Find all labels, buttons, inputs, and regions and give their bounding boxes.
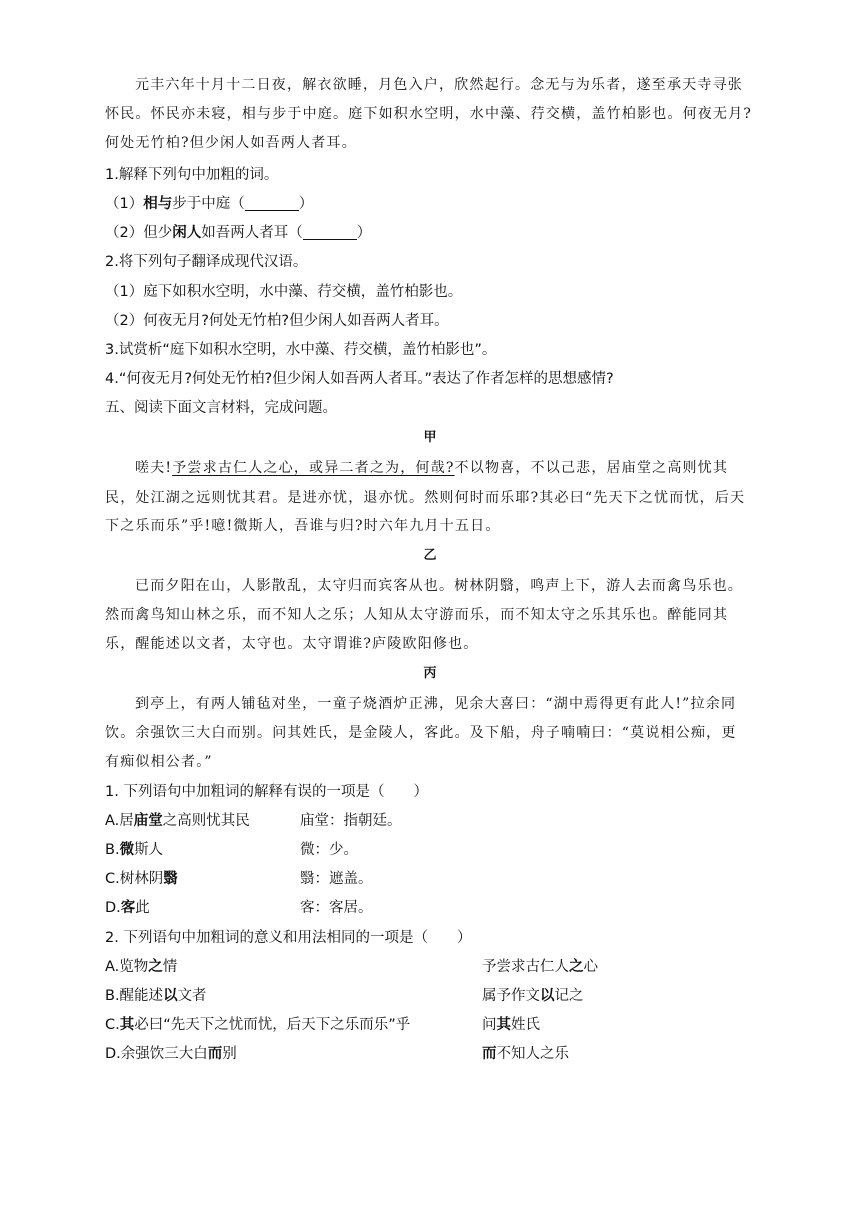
answer-blank[interactable] (245, 196, 299, 211)
option-text: A.览物 (105, 959, 149, 975)
bold-term: 而 (482, 1046, 497, 1062)
passage-line: 怀民。怀民亦未寝，相与步于中庭。庭下如积水空明，水中藻、荇交横，盖竹柏影也。何夜无月? (105, 106, 753, 122)
option-b-compare (482, 986, 584, 1006)
item-prefix: （1） (105, 196, 144, 212)
passage-line: 何处无竹柏?但少闲人如吾两人者耳。 (105, 135, 357, 151)
answer-blank[interactable] (303, 225, 357, 240)
option-d (105, 1044, 237, 1064)
item-text: 如吾两人者耳（ (201, 225, 303, 241)
option-a (105, 957, 177, 977)
option-d (105, 898, 150, 918)
passage-line: 元丰六年十月十二日夜，解衣欲睡，月色入户，欣然起行。念无与为乐者，遂至承天寺寻张 (135, 77, 743, 93)
option-text: 必曰“先天下之忧而忧，后天下之乐而乐”乎 (134, 1017, 411, 1033)
item-close: ） (356, 225, 372, 241)
option-text: 记之 (554, 988, 584, 1004)
bold-term: 而 (207, 1046, 223, 1062)
option-text: C. (105, 1017, 120, 1033)
bold-term: 之 (148, 959, 163, 975)
bold-term: 之 (569, 959, 584, 975)
option-c-compare (482, 1015, 540, 1035)
option-b (105, 986, 207, 1006)
question-item: （1）庭下如积水空明，水中藻、荇交横，盖竹柏影也。 (105, 284, 463, 300)
option-text: 不知人之乐 (496, 1046, 569, 1062)
question-title: 4.“何夜无月?何处无竹柏?但少闲人如吾两人者耳。”表达了作者怎样的思想感情? (105, 371, 614, 387)
option-text: 姓氏 (511, 1017, 540, 1033)
option-d-definition: 客：客居。 (300, 900, 373, 916)
bold-term: 闲人 (172, 225, 202, 241)
option-text: 文者 (177, 988, 207, 1004)
item-text: 步于中庭（ (172, 196, 245, 212)
option-b (105, 840, 163, 860)
option-text: 斯人 (134, 842, 164, 858)
question-item (105, 194, 313, 214)
option-text: 此 (135, 900, 150, 916)
section-title: 五、阅读下面文言材料，完成问题。 (105, 400, 337, 416)
option-text: 属予作文 (482, 988, 540, 1004)
option-text: C.树林阴 (105, 871, 164, 887)
question-item: （2）何夜无月?何处无竹柏?但少闲人如吾两人者耳。 (105, 313, 449, 329)
question-title: 2.将下列句子翻译成现代汉语。 (105, 254, 308, 270)
passage-line (135, 458, 728, 478)
option-text: 别 (222, 1046, 237, 1062)
bold-term: 以 (540, 988, 555, 1004)
bold-term: 庙堂 (133, 813, 163, 829)
option-text: B. (105, 842, 120, 858)
question-item (105, 223, 371, 243)
text-span: 嗟夫! (135, 460, 173, 476)
bold-term: 客 (120, 900, 136, 916)
passage-line: 饮。余强饮三大白而别。问其姓氏，是金陵人，客此。及下船，舟子喃喃曰：“莫说相公痴，更 (105, 725, 737, 741)
option-text: B.醒能述 (105, 988, 164, 1004)
option-d-compare (482, 1044, 569, 1064)
passage-heading-bing: 丙 (423, 666, 437, 681)
option-text: A.居 (105, 813, 134, 829)
option-a-compare (482, 957, 598, 977)
passage-line: 到亭上，有两人铺毡对坐，一童子烧酒炉正沸，见余大喜曰：“湖中焉得更有此人!”拉余同 (135, 696, 737, 712)
underlined-sentence: 予尝求古仁人之心，或异二者之为，何哉? (172, 460, 455, 476)
passage-heading-jia: 甲 (423, 430, 437, 445)
passage-line: 乐，醒能述以文者，太守也。太守谓谁?庐陵欧阳修也。 (105, 636, 479, 652)
option-c (105, 869, 178, 889)
option-c-definition: 翳：遮盖。 (300, 871, 373, 887)
option-text: 予尝求古仁人 (482, 959, 569, 975)
bold-term: 相与 (143, 196, 173, 212)
option-text: 心 (583, 959, 598, 975)
bold-term: 微 (119, 842, 135, 858)
bold-term: 其 (119, 1017, 135, 1033)
text-span: 不以物喜，不以己悲，居庙堂之高则忧其 (454, 460, 729, 476)
question-title: 1.解释下列句中加粗的词。 (105, 167, 279, 183)
passage-line: 民，处江湖之远则忧其君。是进亦忧，退亦忧。然则何时而乐耶?其必曰“先天下之忧而忧，后天 (105, 490, 746, 506)
option-text: 问 (482, 1017, 497, 1033)
item-close: ） (298, 196, 314, 212)
question-title: 1. 下列语句中加粗词的解释有误的一项是（ ） (105, 784, 428, 800)
option-text: D.余强饮三大白 (105, 1046, 208, 1062)
option-text: 情 (162, 959, 178, 975)
option-a-definition: 庙堂：指朝廷。 (300, 813, 402, 829)
question-title: 3.试赏析“庭下如积水空明，水中藻、荇交横，盖竹柏影也”。 (105, 342, 497, 358)
option-c (105, 1015, 410, 1035)
bold-term: 其 (496, 1017, 511, 1033)
bold-term: 以 (163, 988, 178, 1004)
option-text: 之高则忧其民 (162, 813, 250, 829)
passage-line: 有痴似相公者。” (105, 754, 213, 770)
passage-line: 下之乐而乐”乎!噫!微斯人，吾谁与归?时六年九月十五日。 (105, 518, 501, 534)
item-prefix: （2）但少 (105, 225, 173, 241)
bold-term: 翳 (163, 871, 178, 887)
option-text: D. (105, 900, 121, 916)
question-title: 2. 下列语句中加粗词的意义和用法相同的一项是（ ） (105, 930, 472, 946)
passage-heading-yi: 乙 (423, 548, 437, 563)
option-a (105, 811, 250, 831)
option-b-definition: 微：少。 (300, 842, 358, 858)
passage-line: 然而禽鸟知山林之乐，而不知人之乐；人知从太守游而乐，而不知太守之乐其乐也。醉能同其 (105, 607, 729, 623)
passage-line: 已而夕阳在山，人影散乱，太守归而宾客从也。树林阴翳，鸣声上下，游人去而禽鸟乐也。 (135, 578, 743, 594)
